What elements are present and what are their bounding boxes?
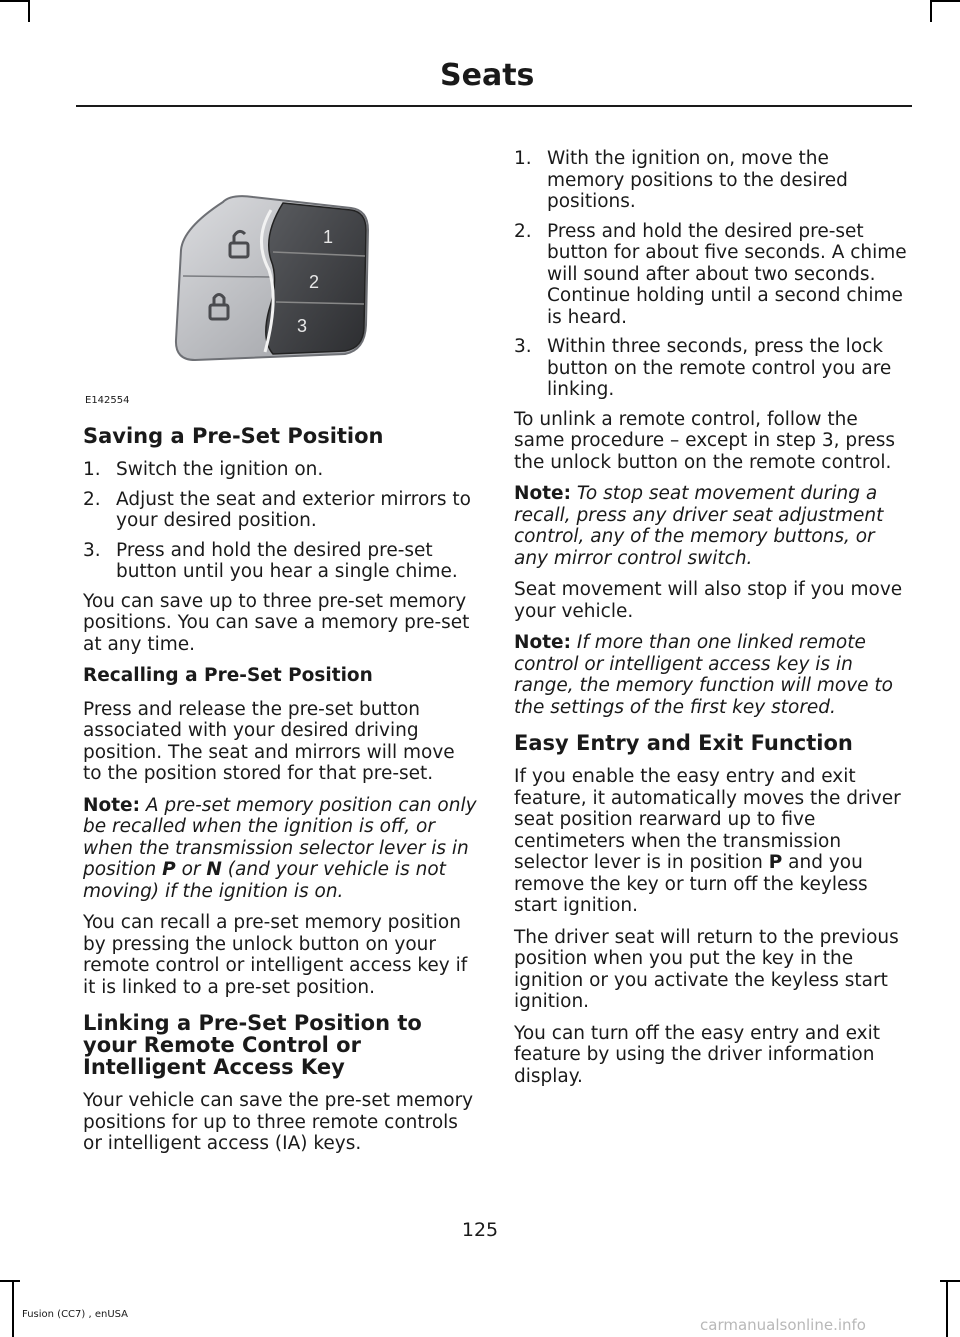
paragraph: You can turn off the easy entry and exit feature by using the driver information display. xyxy=(514,1022,880,1087)
paragraph: Seat movement will also stop if you move your vehicle. xyxy=(514,579,903,622)
crop-mark xyxy=(12,1280,14,1337)
memory-button-3-label: 3 xyxy=(297,316,308,336)
list-item: 3. Within three seconds, press the lock button on the remote control you are linking. xyxy=(514,336,892,400)
list-item: 3. Press and hold the desired pre-set button until you hear a single chime. xyxy=(83,539,458,582)
crop-mark xyxy=(946,1280,948,1337)
heading-easy-entry: Easy Entry and Exit Function xyxy=(514,731,853,755)
paragraph: You can recall a pre-set memory position by pressing the unlock button on your remote control or intelligent access key if it is linked to a pre-set position. xyxy=(83,912,468,998)
crop-mark xyxy=(28,0,30,22)
saving-steps xyxy=(83,459,478,583)
list-item: 1. Switch the ignition on. xyxy=(83,459,324,480)
heading-saving: Saving a Pre-Set Position xyxy=(83,424,384,448)
crop-mark xyxy=(940,1280,960,1282)
footer-text: Fusion (CC7) , enUSA xyxy=(22,1309,129,1320)
memory-button-1-label: 1 xyxy=(323,227,334,247)
memory-buttons-illustration xyxy=(83,140,478,410)
crop-mark xyxy=(0,0,30,2)
memory-button-2-label: 2 xyxy=(309,272,320,292)
list-item: 2. Press and hold the desired pre-set button for about five seconds. A chime will sound after about two seconds. Continue holding until a second chime is heard. xyxy=(514,220,907,328)
note: Note: To stop seat movement during a recall, press any driver seat adjustment control, any of the memory buttons, or any mirror control switch. xyxy=(514,483,884,569)
paragraph: The driver seat will return to the previous position when you put the key in the ignition or you activate the keyless start ignition. xyxy=(514,926,899,1012)
memory-buttons-figure xyxy=(83,140,478,410)
watermark: carmanualsonline.info xyxy=(700,1316,866,1334)
header-rule xyxy=(76,105,912,107)
note: Note: If more than one linked remote control or intelligent access key is in range, the memory function will move to the settings of the first key stored. xyxy=(514,632,893,718)
figure-code: E142554 xyxy=(85,395,130,406)
page-number: 125 xyxy=(461,1219,499,1241)
linking-steps xyxy=(514,148,910,401)
note: Note: A pre-set memory position can only be recalled when the ignition is off, or when the transmission selector lever is in position P or N (and your vehicle is not moving) if the ignition is on. xyxy=(83,794,477,902)
page-title: Seats xyxy=(440,58,535,93)
paragraph: You can save up to three pre-set memory positions. You can save a memory pre-set at any time. xyxy=(83,590,470,655)
crop-mark xyxy=(930,0,932,22)
heading-linking: Linking a Pre-Set Position to your Remote Control or Intelligent Access Key xyxy=(83,1011,422,1079)
crop-mark xyxy=(930,0,960,2)
list-item: 1. With the ignition on, move the memory positions to the desired positions. xyxy=(514,148,848,212)
paragraph: To unlink a remote control, follow the same procedure – except in step 3, press the unlock button on the remote control. xyxy=(514,408,896,473)
crop-mark xyxy=(0,1280,20,1282)
heading-recall: Recalling a Pre-Set Position xyxy=(83,665,373,686)
list-item: 2. Adjust the seat and exterior mirrors to your desired position. xyxy=(83,488,471,531)
left-column xyxy=(83,425,478,1165)
paragraph: Press and release the pre-set button associated with your desired driving position. The seat and mirrors will move to the position stored for that pre-set. xyxy=(83,698,455,784)
right-column xyxy=(514,148,910,1097)
paragraph: If you enable the easy entry and exit feature, it automatically moves the driver seat position rearward up to five centimeters when the transmission selector lever is in position P and you remove the key or turn off the keyless start ignition. xyxy=(514,766,901,916)
paragraph: Your vehicle can save the pre-set memory positions for up to three remote controls or intelligent access (IA) keys. xyxy=(83,1090,474,1154)
